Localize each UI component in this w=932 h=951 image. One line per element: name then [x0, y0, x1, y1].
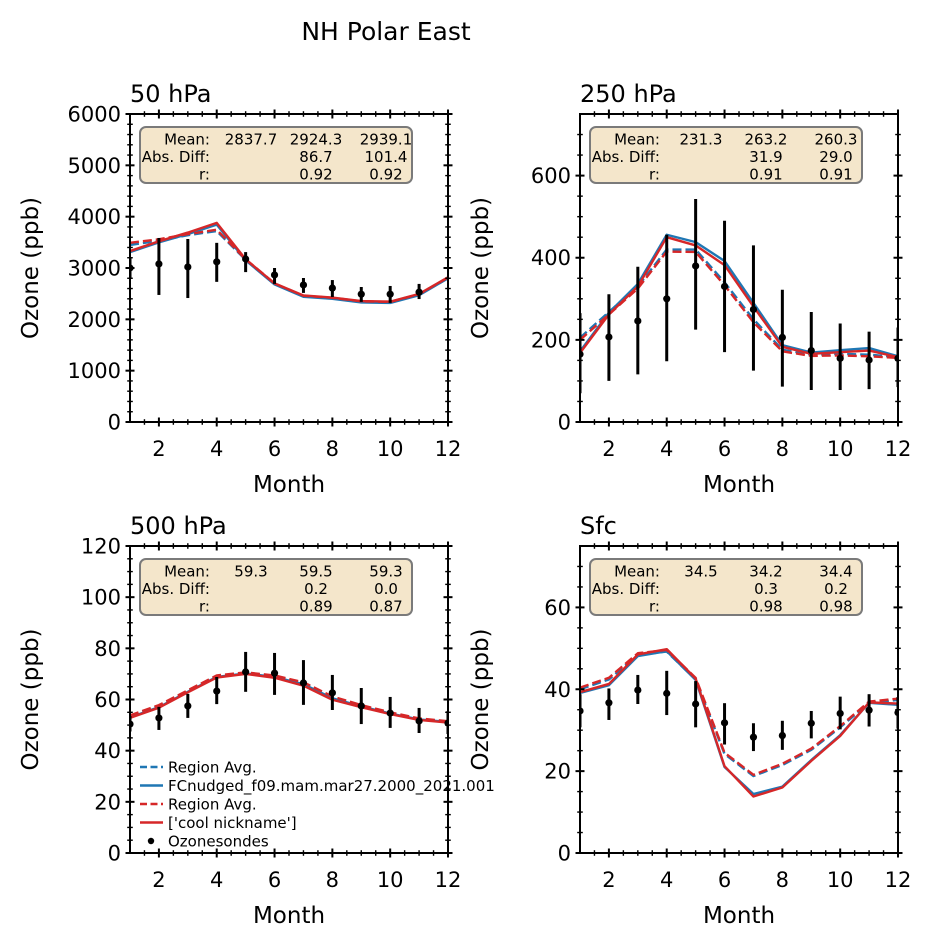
panel-sfc [468, 512, 911, 929]
series-line-red-dashed [580, 252, 898, 358]
stat-value-obs: 2837.7 [224, 130, 278, 149]
data-point [271, 670, 278, 677]
data-point [779, 334, 786, 341]
x-tick-label: 2 [152, 437, 166, 461]
stat-value-ref: 2939.1 [359, 130, 413, 149]
y-axis-label: Ozone (ppb) [18, 628, 44, 771]
x-axis-label: Month [252, 472, 326, 498]
stat-label: Mean: [164, 130, 210, 149]
panels-group [18, 80, 911, 929]
data-point [300, 281, 307, 288]
data-point [605, 333, 612, 340]
data-point [779, 732, 786, 739]
series-line-blue-dashed [580, 250, 898, 358]
data-point [213, 258, 220, 265]
panel-title: 500 hPa [130, 512, 227, 540]
stat-value-test: 0.89 [299, 597, 333, 616]
x-tick-label: 4 [210, 437, 224, 461]
x-tick-label: 2 [602, 868, 616, 892]
x-tick-label: 2 [602, 437, 616, 461]
series-line-red-solid [580, 237, 898, 357]
y-tick-label: 0 [107, 410, 121, 435]
stat-label: r: [649, 165, 660, 184]
y-tick-label: 5000 [67, 153, 121, 178]
series-group [126, 652, 451, 734]
y-tick-label: 120 [80, 534, 121, 559]
x-tick-label: 6 [267, 437, 282, 461]
data-point [808, 720, 815, 727]
panel-title: 250 hPa [580, 80, 677, 108]
stat-label: r: [199, 597, 210, 616]
data-point [387, 291, 394, 298]
stat-value-obs: 59.3 [234, 562, 268, 581]
data-point [634, 686, 641, 693]
stat-label: Abs. Diff: [591, 580, 660, 598]
data-point [750, 734, 757, 741]
data-point [242, 255, 249, 262]
legend-label: FCnudged_f09.mam.mar27.2000_2021.001 [168, 777, 495, 795]
y-tick-label: 60 [544, 595, 571, 620]
data-point [663, 690, 670, 697]
y-tick-label: 0 [557, 841, 571, 866]
stats-box [140, 127, 412, 184]
obs-series-sfc [576, 671, 901, 751]
data-point [750, 306, 757, 313]
x-tick-label: 6 [717, 437, 732, 461]
stat-value-ref: 260.3 [814, 130, 858, 149]
stat-value-test: 31.9 [749, 148, 783, 166]
stat-label: Abs. Diff: [591, 148, 660, 166]
data-point [837, 355, 844, 362]
y-tick-label: 100 [80, 585, 121, 610]
x-tick-label: 10 [826, 437, 854, 461]
x-tick-label: 4 [660, 868, 674, 892]
x-tick-label: 8 [775, 868, 790, 892]
obs-series-500hpa [126, 652, 451, 734]
stat-label: Mean: [614, 130, 660, 149]
x-tick-label: 10 [376, 437, 404, 461]
figure-title: NH Polar East [301, 17, 471, 46]
data-point [692, 262, 699, 269]
stat-label: r: [199, 165, 210, 184]
obs-series-50hpa [126, 238, 422, 303]
legend-marker-dot [148, 838, 154, 844]
stat-value-test: 0.98 [749, 597, 783, 616]
stat-value-test: 86.7 [299, 148, 333, 166]
panel-500hpa [18, 512, 495, 929]
data-point [721, 283, 728, 290]
series-group [126, 223, 448, 303]
stat-value-ref: 29.0 [819, 148, 853, 166]
legend-label: ['cool nickname'] [168, 814, 297, 832]
stats-box [590, 559, 862, 616]
data-point [605, 699, 612, 706]
stat-value-ref: 0.91 [819, 165, 853, 184]
stat-value-obs: 34.5 [684, 562, 718, 581]
data-point [692, 700, 699, 707]
x-tick-label: 6 [717, 868, 732, 892]
y-tick-label: 600 [530, 164, 571, 189]
stat-value-test: 34.2 [749, 562, 783, 581]
stat-value-test: 0.2 [304, 580, 328, 598]
x-tick-label: 12 [884, 868, 912, 892]
data-point [358, 702, 365, 709]
x-tick-label: 12 [434, 437, 462, 461]
panel-250hpa [468, 80, 911, 498]
panel-title: Sfc [580, 512, 617, 540]
data-point [837, 710, 844, 717]
x-tick-label: 8 [325, 437, 340, 461]
data-point [808, 347, 815, 354]
x-axis-label: Month [702, 903, 776, 929]
data-point [213, 687, 220, 694]
data-point [300, 679, 307, 686]
series-group [576, 199, 901, 393]
stat-value-test: 263.2 [744, 130, 788, 149]
data-point [663, 295, 670, 302]
data-point [329, 284, 336, 291]
x-tick-label: 12 [434, 868, 462, 892]
y-axis-label: Ozone (ppb) [468, 196, 494, 340]
stat-value-ref: 59.3 [369, 562, 403, 581]
y-axis-label: Ozone (ppb) [18, 196, 44, 340]
data-point [329, 689, 336, 696]
y-tick-label: 3000 [67, 256, 121, 281]
data-point [721, 719, 728, 726]
x-tick-label: 6 [267, 868, 282, 892]
stat-label: r: [649, 597, 660, 616]
stat-value-ref: 0.2 [824, 580, 848, 598]
stat-value-test: 59.5 [299, 562, 333, 581]
x-axis-label: Month [252, 903, 326, 929]
data-point [634, 317, 641, 324]
data-point [155, 714, 162, 721]
x-tick-label: 4 [210, 868, 224, 892]
stat-value-ref: 101.4 [364, 148, 408, 166]
stats-box [140, 559, 412, 616]
x-tick-label: 8 [775, 437, 790, 461]
legend-label: Ozonesondes [168, 832, 269, 851]
stat-label: Abs. Diff: [141, 148, 210, 166]
x-tick-label: 10 [376, 868, 404, 892]
stat-value-test: 0.3 [754, 580, 778, 598]
data-point [387, 709, 394, 716]
stat-value-obs: 231.3 [679, 130, 723, 149]
stat-value-ref: 0.0 [374, 580, 398, 598]
y-tick-label: 20 [94, 790, 121, 815]
legend-label: Region Avg. [168, 795, 257, 814]
stat-value-test: 2924.3 [289, 130, 343, 149]
series-line-red-dashed [580, 650, 898, 775]
legend-label: Region Avg. [168, 758, 257, 777]
y-tick-label: 0 [107, 841, 121, 866]
y-tick-label: 2000 [67, 307, 121, 332]
stats-box [590, 127, 862, 184]
data-point [865, 356, 872, 363]
stat-value-ref: 0.92 [369, 165, 403, 184]
data-point [865, 707, 872, 714]
series-line-red-solid [580, 649, 898, 796]
stat-value-ref: 0.87 [369, 597, 403, 616]
y-tick-label: 60 [94, 688, 121, 712]
series-line-red-solid [130, 674, 448, 723]
stat-value-ref: 34.4 [819, 562, 853, 581]
panel-50hpa [18, 80, 461, 498]
x-tick-label: 8 [325, 868, 340, 892]
y-tick-label: 200 [530, 328, 571, 353]
stat-label: Mean: [614, 562, 660, 581]
data-point [155, 260, 162, 267]
data-point [415, 289, 422, 296]
x-tick-label: 12 [884, 437, 912, 461]
y-tick-label: 20 [544, 759, 571, 784]
y-tick-label: 80 [94, 636, 121, 661]
y-tick-label: 4000 [67, 205, 121, 230]
series-line-blue-dashed [580, 652, 898, 776]
y-tick-label: 0 [557, 410, 571, 435]
stat-label: Abs. Diff: [141, 580, 210, 598]
y-tick-label: 40 [94, 739, 121, 764]
data-point [184, 263, 191, 270]
series-line-red-solid [130, 223, 448, 302]
data-point [415, 717, 422, 724]
x-axis-label: Month [702, 472, 776, 498]
stat-label: Mean: [164, 562, 210, 581]
data-point [242, 668, 249, 675]
y-tick-label: 40 [544, 677, 571, 702]
panel-title: 50 hPa [130, 80, 212, 108]
x-tick-label: 4 [660, 437, 674, 461]
x-tick-label: 2 [152, 868, 166, 892]
y-axis-label: Ozone (ppb) [468, 628, 494, 771]
x-tick-label: 10 [826, 868, 854, 892]
legend [140, 759, 495, 851]
y-tick-label: 1000 [67, 359, 121, 384]
stat-value-test: 0.92 [299, 165, 333, 184]
series-group [576, 649, 901, 796]
stat-value-test: 0.91 [749, 165, 783, 184]
data-point [358, 291, 365, 298]
y-tick-label: 6000 [67, 102, 121, 127]
data-point [271, 271, 278, 278]
y-tick-label: 400 [530, 246, 571, 271]
stat-value-ref: 0.98 [819, 597, 853, 616]
data-point [184, 702, 191, 709]
